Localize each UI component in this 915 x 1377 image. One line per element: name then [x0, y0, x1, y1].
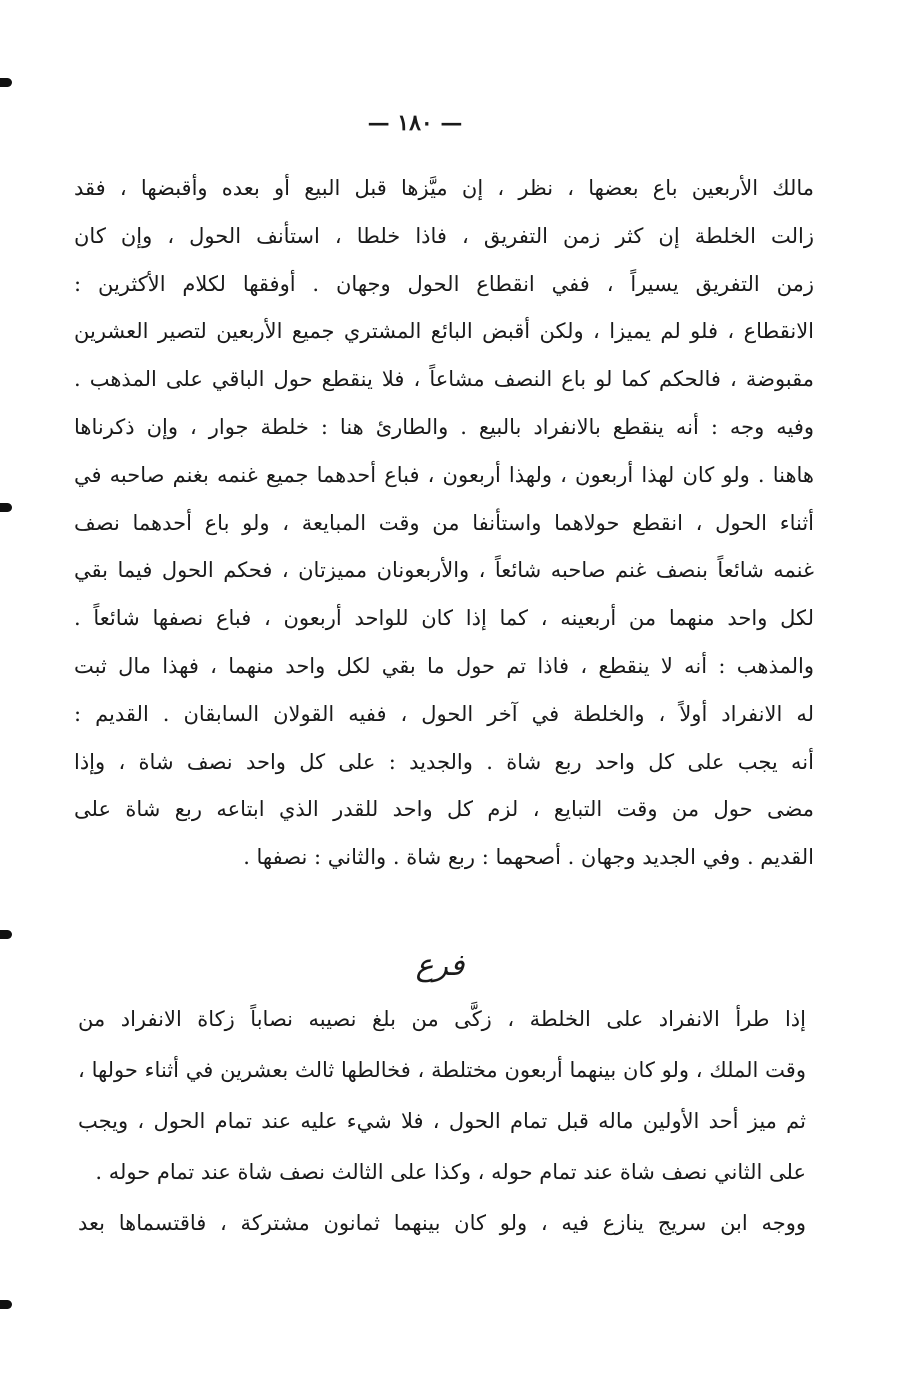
text-line: والمذهب : أنه لا ينقطع ، فاذا تم حول ما بقي لكل واحد منهما ، فهذا مال ثبت	[74, 653, 814, 678]
text-line: لكل واحد منهما من أربعينه ، كما إذا كان للواحد أربعون ، فباع نصفها شائعاً .	[74, 606, 814, 631]
text-line: القديم . وفي الجديد وجهان . أصحهما : ربع شاة . والثاني : نصفها .	[243, 845, 814, 870]
text-line: أثناء الحول ، انقطع حولاهما واستأنفا من وقت المبايعة ، ولو باع أحدهما نصف	[74, 510, 814, 535]
scan-edge-mark	[0, 78, 12, 87]
text-line: أنه يجب على كل واحد ربع شاة . والجديد : على كل واحد نصف شاة ، وإذا	[74, 749, 814, 774]
branch-text	[78, 994, 806, 1249]
text-line: وفيه وجه : أنه ينقطع بالانفراد بالبيع . والطارئ هنا : خلطة جوار ، وإن ذكرناها	[74, 414, 814, 439]
scan-edge-mark	[0, 930, 12, 939]
text-line: زالت الخلطة إن كثر زمن التفريق ، فاذا خلطا ، استأنف الحول ، وإن كان	[74, 223, 814, 248]
text-line: مالك الأربعين باع بعضها ، نظر ، إن ميَّزها قبل البيع أو بعده وأقبضها ، فقد	[74, 176, 814, 200]
text-line: زمن التفريق يسيراً ، ففي انقطاع الحول وجهان . أوفقها لكلام الأكثرين :	[74, 271, 814, 296]
text-line: الانقطاع ، فلو لم يميزا ، ولكن أقبض البائع المشتري جميع الأربعين لتصير العشرين	[74, 319, 814, 344]
text-line: على الثاني نصف شاة عند تمام حوله ، وكذا على الثالث نصف شاة عند تمام حوله .	[95, 1160, 806, 1184]
text-line: غنمه شائعاً بنصف غنم صاحبه شائعاً ، والأربعونان مميزتان ، فحكم الحول فيما بقي	[74, 558, 814, 583]
text-line: له الانفراد أولاً ، والخلطة في آخر الحول ، ففيه القولان السابقان . القديم :	[74, 701, 814, 726]
text-line: مقبوضة ، فالحكم كما لو باع النصف مشاعاً ، فلا ينقطع حول الباقي على المذهب .	[74, 367, 814, 392]
section-heading: فرع	[415, 948, 465, 983]
text-line: ثم ميز أحد الأولين ماله قبل تمام الحول ، فلا شيء عليه عند تمام الحول ، ويجب	[78, 1109, 806, 1133]
page-number: — ١٨٠ —	[367, 110, 463, 136]
scan-edge-mark	[0, 1300, 12, 1309]
text-line: وقت الملك ، ولو كان بينهما أربعون مختلطة ، فخالطها ثالث بعشرين في أثناء حولها ،	[78, 1058, 806, 1082]
text-line: مضى حول من وقت التبايع ، لزم كل واحد للقدر الذي ابتاعه ربع شاة على	[74, 797, 814, 822]
text-line: ووجه ابن سريج ينازع فيه ، ولو كان بينهما ثمانون مشتركة ، فاقتسماها بعد	[78, 1211, 806, 1235]
main-text	[74, 165, 814, 882]
text-line: هاهنا . ولو كان لهذا أربعون ، ولهذا أربعون ، فباع أحدهما جميع غنمه بغنم صاحبه في	[74, 462, 814, 487]
scan-edge-mark	[0, 503, 12, 512]
text-line: إذا طرأ الانفراد على الخلطة ، زكَّى من بلغ نصيبه نصاباً زكاة الانفراد من	[78, 1007, 806, 1031]
